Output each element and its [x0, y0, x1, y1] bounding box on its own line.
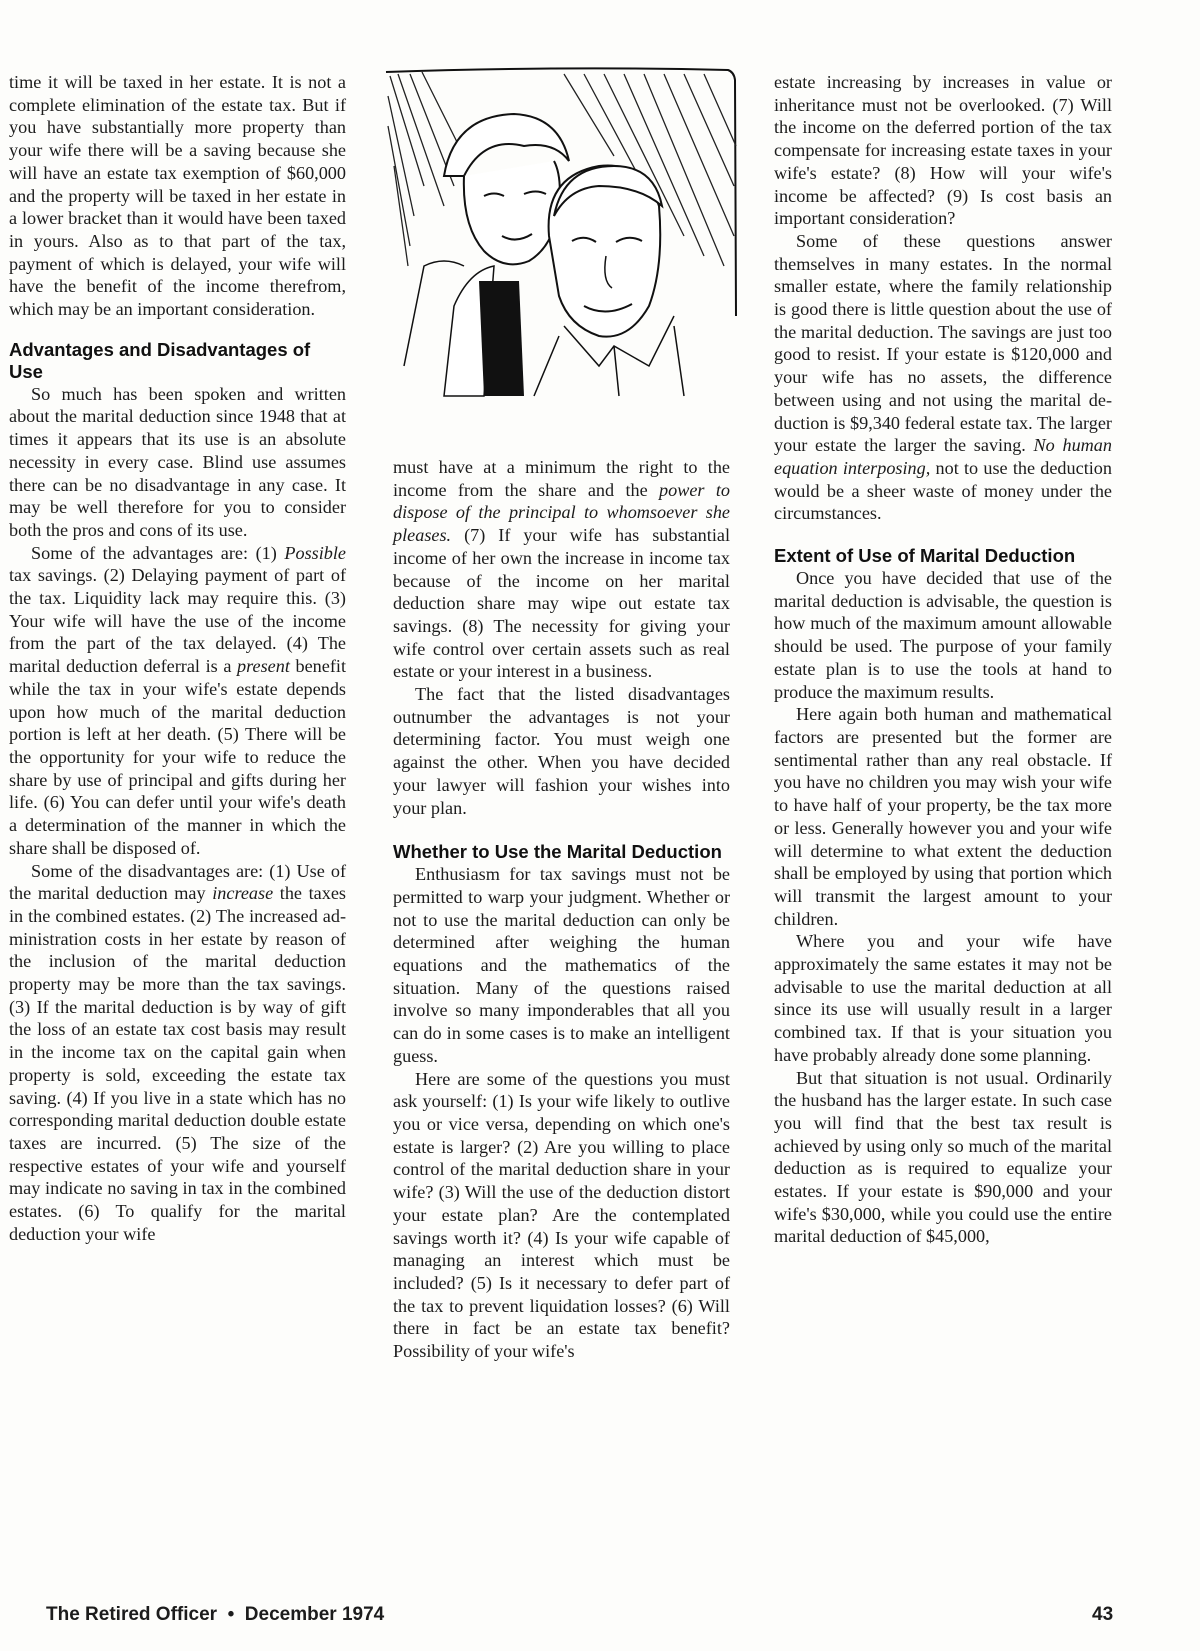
paragraph: Enthusiasm for tax savings must not be permitted to warp your judgment. Whether or not to use the marital deduction can only be determined after weighing the human equations and the mathematics of the situation. Many of the questions raised involve so many imponderables that all you can do in some cases is to make an intelligent guess.: [393, 864, 730, 1066]
paragraph: But that situation is not usual. Ordinarily the husband has the larger estate. In such case you will find that the best tax result is achieved by using only so much of the marital deduction as is required to equalize your estates. If your estate is $90,000 and your wife's $30,000, while you could use the entire marital deduction of $45,000,: [774, 1067, 1112, 1247]
paragraph: Where you and your wife have approximately the same estates it may not be advisable to use the marital deduction at all since its use will usually result in a larger combined tax. If that is your situation you have probably already done some planning.: [774, 931, 1112, 1065]
article-column-2: [393, 456, 730, 1363]
paragraph: Here are some of the questions you must ask yourself: (1) Is your wife likely to outlive you or vice versa, depending on which one's estate is larger? (2) Are you willing to place control of the marital deduction share in your wife? (3) Will the use of the deduction distort your estate plan? Are the contemplated savings worth it? (4) Is your wife capable of managing an interest which must be included? (5) Is it necessary to defer part of the tax to prevent liquidation losses? (6) Will there in fact be an estate tax benefit? Possibility of your wife's: [393, 1068, 730, 1362]
paragraph: Here again both human and mathematical factors are presented but the former are sentimental rather than any real obstacle. If you have no children you may wish your wife to have half of your property, be the tax more or less. Generally however you and your wife will determine to what extent the deduction shall be employed by using that portion which will transmit the largest amount to your children.: [774, 704, 1112, 929]
section-heading: Advantages and Disadvantages of Use: [9, 338, 311, 382]
paragraph: must have at a minimum the right to the income from the share and the power to dispose of the principal to whomsoever she pleases. (7) If your wife has substantial income of her own the increase in income tax because of the income on her marital deduction share may wipe out estate tax savings. (8) The necessity for giving your wife control over certain assets such as real estate or your interest in a business.: [393, 457, 730, 682]
page-number: 43: [1092, 1604, 1114, 1625]
article-column-1: [9, 71, 346, 1245]
paragraph: estate increasing by increases in value or inheritance must not be overlooked. (7) Will the income on the deferred portion of the tax compensate for increasing estate taxes in your wife's estate? (8) How will your wife's income be affected? (9) Is cost basis an important consideration?: [774, 72, 1112, 229]
section-heading: Whether to Use the Marital Deduction: [393, 841, 722, 863]
paragraph: The fact that the listed disadvantages outnumber the advantages is not your determining factor. You must weigh one against the other. When you have decided your lawyer will fashion your wishes into your plan.: [393, 684, 730, 818]
paragraph: Some of these questions answer themselves in many estates. In the normal smaller estate, where the family relationship is good there is little question about the use of the marital deduction. The savings are just too good to resist. If your estate is $120,000 and your wife has no assets, the difference between using and not using the marital deduction is $9,340 federal estate tax. The larger your estate the larger the saving. No human equation interposing, not to use the deduction would be a sheer waste of money under the circumstances.: [774, 230, 1112, 524]
paragraph: Once you have decided that use of the marital deduction is advisable, the question is how much of the maximum amount allowable should be used. The purpose of your family estate plan is to use the tools at hand to produce the maximum results.: [774, 568, 1112, 702]
article-column-3: [774, 71, 1112, 1248]
page-footer: [0, 1604, 1200, 1634]
publication-line: The Retired Officer • December 1974: [46, 1604, 385, 1625]
paragraph: So much has been spoken and written about the marital deduction since 1948 that at times it appears that its use is an absolute necessity in every case. Blind use assumes there can be no disadvantage in any case. It may be well therefore for you to consider both the pros and cons of its use.: [9, 383, 346, 540]
paragraph: Some of the advantages are: (1) Possible tax savings. (2) Delaying payment of part of the tax. Liquidity lack may require this. (3) Your wife will have the use of the income from the part of the tax delayed. (4) The marital deduction deferral is a present benefit while the tax in your wife's estate depends upon how much of the marital deduction portion is left at her death. (5) There will be the opportunity for your wife to reduce the share by use of principal and gifts during her life. (6) You can defer until your wife's death a determination of the manner in which the share shall be disposed of.: [9, 542, 346, 858]
paragraph: Some of the disadvantages are: (1) Use of the marital deduction may increase the taxes in the combined estates. (2) The increased administration costs in her estate by reason of the inclusion of the marital deduction property may be more than the tax savings. (3) If the marital deduction is by way of gift the loss of an estate tax cost basis may result in the income tax on the capital gain when property is sold, exceeding the estate tax saving. (4) If you live in a state which has no corresponding marital deduction double estate taxes are incurred. (5) The size of the respective estates of your wife and yourself may indicate no saving in tax in the combined estates. (6) To qualify for the marital deduction your wife: [9, 860, 346, 1244]
paragraph: time it will be taxed in her estate. It is not a complete elimination of the estate tax. But if you have substantially more property than your wife there will be a saving because she will have an estate tax exemption of $60,000 and the property will be taxed in her estate in a lower bracket than it would have been taxed in yours. Also as to that part of the tax, payment of which is delayed, your wife will have the benefit of the income therefrom, which may be an important consideration.: [9, 72, 346, 320]
section-heading: Extent of Use of Marital Deduction: [774, 545, 1076, 567]
couple-illustration: [384, 66, 737, 398]
